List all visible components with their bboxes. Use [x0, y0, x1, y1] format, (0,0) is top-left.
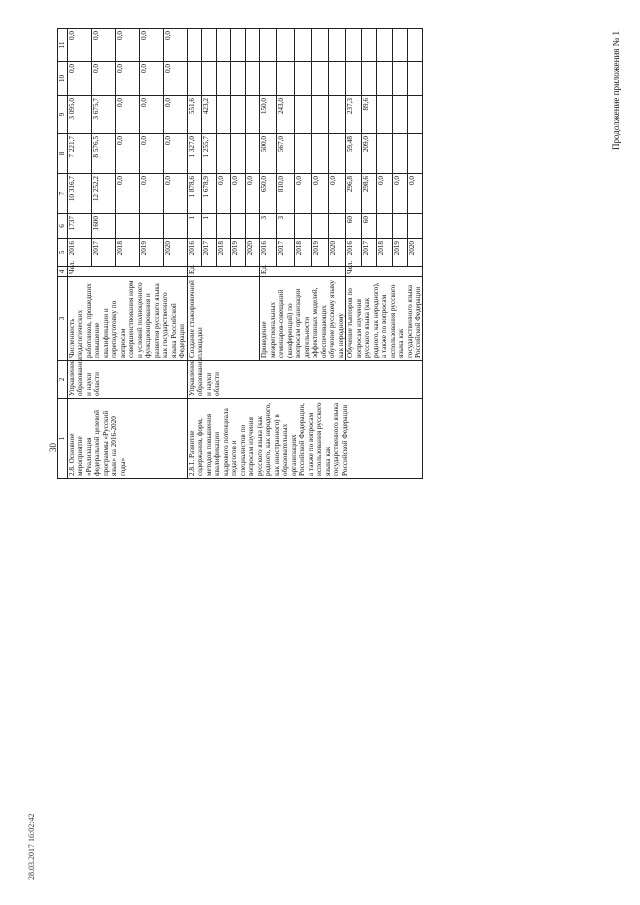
value-cell-6 — [216, 214, 231, 239]
indicator-name-cell: Обучение тьюторов по вопросам изучения русского языка (как родного, как неродного), а также по вопросам использования русского языка как государственного языка Российской Федерации — [346, 277, 423, 361]
value-cell-7: 296,8 — [346, 174, 361, 214]
value-cell-9 — [294, 96, 311, 134]
value-cell-6: 1737 — [68, 214, 92, 239]
value-cell-9: 551,6 — [187, 96, 202, 134]
value-cell-11 — [245, 29, 260, 62]
value-cell-10 — [202, 62, 217, 96]
value-cell-8 — [408, 134, 423, 174]
value-cell-11 — [311, 29, 328, 62]
value-cell-11 — [346, 29, 361, 62]
value-cell-9: 0,0 — [115, 96, 139, 134]
value-cell-11: 0,0 — [163, 29, 187, 62]
value-cell-7: 10 316,7 — [68, 174, 92, 214]
column-number-3: 3 — [58, 277, 68, 361]
value-cell-10 — [408, 62, 423, 96]
unit-cell: Ед. — [260, 267, 346, 277]
value-cell-11 — [231, 29, 246, 62]
value-cell-10 — [346, 62, 361, 96]
value-cell-10 — [377, 62, 392, 96]
value-cell-9 — [311, 96, 328, 134]
program-table — [57, 28, 423, 479]
value-cell-11 — [277, 29, 294, 62]
value-cell-7: 0,0 — [408, 174, 423, 214]
value-cell-6 — [115, 214, 139, 239]
column-number-7: 7 — [58, 174, 68, 214]
page-number: 30 — [48, 443, 58, 452]
value-cell-10: 0,0 — [91, 62, 115, 96]
indicator-name-cell: Численность педагогических работников, прошедших повышение квалификации и переподготовку по вопросам совершенствования норм и условий полноценного функционирования и развития русского языка как государственного языка Российской Федерации — [68, 277, 188, 361]
value-cell-6 — [328, 214, 345, 239]
year-cell: 2020 — [328, 239, 345, 267]
year-cell: 2016 — [260, 239, 277, 267]
value-cell-7: 0,0 — [139, 174, 163, 214]
value-cell-7: 650,0 — [260, 174, 277, 214]
year-cell: 2020 — [163, 239, 187, 267]
column-number-9: 9 — [58, 96, 68, 134]
value-cell-11 — [216, 29, 231, 62]
continuation-note: Продолжение приложения № 1 — [611, 30, 621, 150]
value-cell-9: 3 095,0 — [68, 96, 92, 134]
value-cell-9: 150,0 — [260, 96, 277, 134]
year-cell: 2017 — [202, 239, 217, 267]
value-cell-10 — [311, 62, 328, 96]
value-cell-6 — [377, 214, 392, 239]
value-cell-6 — [139, 214, 163, 239]
column-number-11: 11 — [58, 29, 68, 62]
value-cell-7: 0,0 — [294, 174, 311, 214]
value-cell-8 — [294, 134, 311, 174]
value-cell-6: 1 — [202, 214, 217, 239]
column-number-8: 8 — [58, 134, 68, 174]
table-row — [68, 29, 92, 479]
value-cell-10 — [361, 62, 376, 96]
value-cell-9: 89,6 — [361, 96, 376, 134]
value-cell-8: 500,0 — [260, 134, 277, 174]
value-cell-6 — [163, 214, 187, 239]
value-cell-7: 0,0 — [163, 174, 187, 214]
value-cell-6 — [231, 214, 246, 239]
value-cell-6 — [311, 214, 328, 239]
value-cell-11 — [260, 29, 277, 62]
value-cell-9: 0,0 — [139, 96, 163, 134]
value-cell-9 — [377, 96, 392, 134]
value-cell-10: 0,0 — [115, 62, 139, 96]
value-cell-10: 0,0 — [139, 62, 163, 96]
year-cell: 2019 — [392, 239, 407, 267]
year-cell: 2019 — [139, 239, 163, 267]
value-cell-7: 0,0 — [328, 174, 345, 214]
value-cell-7: 810,0 — [277, 174, 294, 214]
executor-cell: Управление образования и науки области — [187, 361, 423, 399]
value-cell-7: 0,0 — [115, 174, 139, 214]
unit-cell: Чел. — [68, 267, 188, 277]
column-number-6: 6 — [58, 214, 68, 239]
value-cell-8: 59,48 — [346, 134, 361, 174]
value-cell-7: 298,6 — [361, 174, 376, 214]
year-cell: 2019 — [231, 239, 246, 267]
year-cell: 2017 — [277, 239, 294, 267]
value-cell-9 — [231, 96, 246, 134]
value-cell-11 — [408, 29, 423, 62]
unit-cell: Чел. — [346, 267, 423, 277]
value-cell-8 — [311, 134, 328, 174]
value-cell-7: 0,0 — [216, 174, 231, 214]
executor-cell: Управление образования и науки области — [68, 361, 188, 399]
value-cell-7: 0,0 — [392, 174, 407, 214]
event-name-cell: 2.8.1. Развитие содержания, форм, методов повышения квалификации кадрового потенциала педагогов и специалистов по вопросам изучения русского языка (как родного, как неродного, как иностранного) в образовательных организациях Российской Федерации, а также по вопросам использования русского языка как государственного языка Российской Федерации — [187, 399, 423, 479]
year-cell: 2016 — [346, 239, 361, 267]
value-cell-10 — [392, 62, 407, 96]
year-cell: 2019 — [311, 239, 328, 267]
value-cell-11 — [187, 29, 202, 62]
value-cell-11 — [294, 29, 311, 62]
value-cell-10 — [245, 62, 260, 96]
value-cell-9: 243,0 — [277, 96, 294, 134]
event-name-cell: 2.8. Основное мероприятие «Реализация федеральной целевой программы «Русский язык» на 2016-2020 годы» — [68, 399, 188, 479]
value-cell-8: 0,0 — [115, 134, 139, 174]
value-cell-7: 0,0 — [231, 174, 246, 214]
table-row — [187, 29, 202, 479]
value-cell-10 — [328, 62, 345, 96]
value-cell-6: 60 — [361, 214, 376, 239]
value-cell-6: 1600 — [91, 214, 115, 239]
value-cell-9 — [408, 96, 423, 134]
column-number-2: 2 — [58, 361, 68, 399]
value-cell-6 — [294, 214, 311, 239]
column-number-row — [58, 29, 68, 479]
value-cell-8 — [231, 134, 246, 174]
value-cell-6: 60 — [346, 214, 361, 239]
value-cell-10 — [231, 62, 246, 96]
value-cell-8: 8 576,5 — [91, 134, 115, 174]
column-number-10: 10 — [58, 62, 68, 96]
value-cell-11 — [202, 29, 217, 62]
year-cell: 2016 — [187, 239, 202, 267]
value-cell-8: 567,0 — [277, 134, 294, 174]
value-cell-6: 3 — [260, 214, 277, 239]
column-number-1: 1 — [58, 399, 68, 479]
table-body — [68, 29, 423, 479]
year-cell: 2018 — [377, 239, 392, 267]
value-cell-9 — [216, 96, 231, 134]
value-cell-8 — [245, 134, 260, 174]
value-cell-6 — [392, 214, 407, 239]
value-cell-11 — [328, 29, 345, 62]
value-cell-8: 0,0 — [139, 134, 163, 174]
unit-cell: Ед. — [187, 267, 260, 277]
value-cell-8: 1 255,7 — [202, 134, 217, 174]
value-cell-8: 209,0 — [361, 134, 376, 174]
value-cell-8 — [377, 134, 392, 174]
value-cell-7: 1 878,6 — [187, 174, 202, 214]
value-cell-7: 1 678,9 — [202, 174, 217, 214]
year-cell: 2018 — [294, 239, 311, 267]
value-cell-7: 0,0 — [245, 174, 260, 214]
year-cell: 2017 — [361, 239, 376, 267]
year-cell: 2020 — [245, 239, 260, 267]
value-cell-6 — [245, 214, 260, 239]
value-cell-9: 237,3 — [346, 96, 361, 134]
value-cell-10 — [260, 62, 277, 96]
value-cell-10 — [294, 62, 311, 96]
value-cell-9 — [245, 96, 260, 134]
value-cell-10: 0,0 — [163, 62, 187, 96]
value-cell-11: 0,0 — [139, 29, 163, 62]
value-cell-8: 7 221,7 — [68, 134, 92, 174]
value-cell-11 — [377, 29, 392, 62]
value-cell-7: 0,0 — [311, 174, 328, 214]
value-cell-9 — [392, 96, 407, 134]
value-cell-9: 3 675,7 — [91, 96, 115, 134]
column-number-5: 5 — [58, 239, 68, 267]
year-cell: 2017 — [91, 239, 115, 267]
value-cell-6: 1 — [187, 214, 202, 239]
value-cell-10 — [277, 62, 294, 96]
value-cell-8 — [216, 134, 231, 174]
program-table-wrapper — [57, 29, 595, 479]
value-cell-9: 423,2 — [202, 96, 217, 134]
value-cell-11 — [392, 29, 407, 62]
value-cell-9: 0,0 — [163, 96, 187, 134]
value-cell-9 — [328, 96, 345, 134]
value-cell-11: 0,0 — [68, 29, 92, 62]
value-cell-11: 0,0 — [91, 29, 115, 62]
value-cell-10 — [187, 62, 202, 96]
year-cell: 2018 — [216, 239, 231, 267]
value-cell-11: 0,0 — [115, 29, 139, 62]
value-cell-10 — [216, 62, 231, 96]
year-cell: 2018 — [115, 239, 139, 267]
column-number-4: 4 — [58, 267, 68, 277]
value-cell-8 — [328, 134, 345, 174]
value-cell-8: 1 327,0 — [187, 134, 202, 174]
value-cell-6 — [408, 214, 423, 239]
indicator-name-cell: Создание стажировочной площадки — [187, 277, 260, 361]
indicator-name-cell: Проведение межрегиональных семинаров-совещаний (конференций) по вопросам организации деятельности эффективных моделей, обеспечивающих обучение русскому языку как неродному — [260, 277, 346, 361]
print-timestamp: 28.03.2017 16:02:42 — [27, 813, 36, 880]
value-cell-8 — [392, 134, 407, 174]
year-cell: 2020 — [408, 239, 423, 267]
value-cell-11 — [361, 29, 376, 62]
value-cell-8: 0,0 — [163, 134, 187, 174]
value-cell-10: 0,0 — [68, 62, 92, 96]
value-cell-7: 0,0 — [377, 174, 392, 214]
value-cell-7: 12 252,2 — [91, 174, 115, 214]
year-cell: 2016 — [68, 239, 92, 267]
value-cell-6: 3 — [277, 214, 294, 239]
